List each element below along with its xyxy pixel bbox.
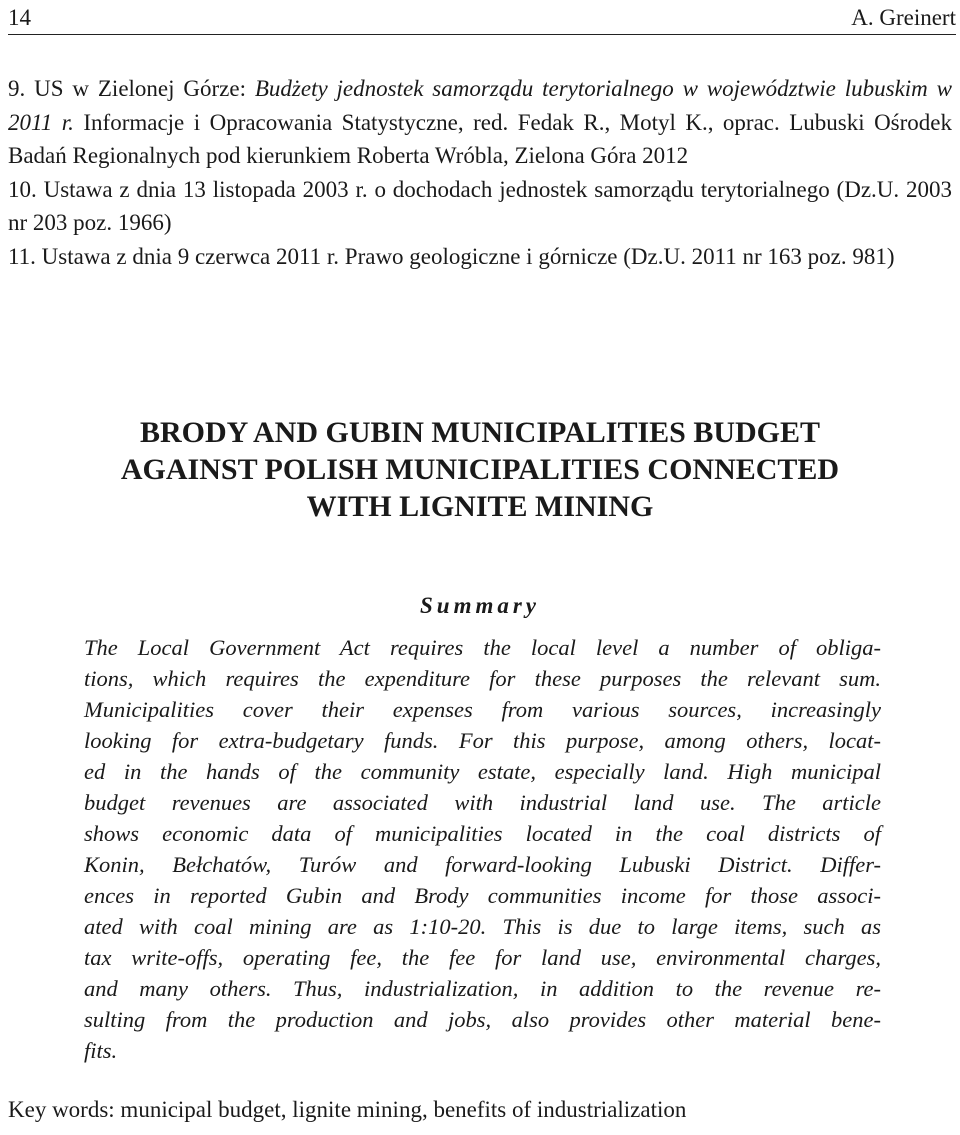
abstract-line: and many others. Thus, industrialization, in addition to the revenue re- (84, 976, 881, 1001)
reference-item (8, 72, 952, 173)
reference-italic-title: Budżety jednostek samorządu terytorialnego w województwie lubuskim w 2011 r. (8, 76, 952, 135)
reference-text: Informacje i Opracowania Statystyczne, red. Fedak R., Motyl K., oprac. Lubuski Ośrodek Badań Regionalnych pod kierunkiem Roberta Wróbla, Zielona Góra 2012 (8, 109, 953, 168)
reference-number: 9. (8, 76, 26, 101)
reference-list (8, 72, 952, 273)
abstract-line: looking for extra-budgetary funds. For this purpose, among others, locat- (84, 728, 881, 753)
abstract-line: Municipalities cover their expenses from various sources, increasingly (84, 697, 881, 722)
reference-number: 11. (8, 243, 36, 269)
article-title-line: BRODY AND GUBIN MUNICIPALITIES BUDGET (139, 416, 821, 449)
summary-heading: Summary (419, 593, 541, 618)
running-header (8, 2, 956, 35)
abstract-line: fits. (84, 1038, 118, 1063)
abstract-line: ences in reported Gubin and Brody communities income for those associ- (84, 883, 881, 908)
abstract-line: sulting from the production and jobs, also provides other material bene- (84, 1007, 881, 1032)
abstract-line: ated with coal mining are as 1:10-20. This is due to large items, such as (84, 914, 881, 939)
running-author: A. Greinert (851, 5, 956, 30)
article-title-line: WITH LIGNITE MINING (306, 490, 654, 523)
abstract (84, 632, 881, 1066)
reference-text: Ustawa z dnia 9 czerwca 2011 r. Prawo geologiczne i górnicze (Dz.U. 2011 nr 163 poz. 981) (41, 243, 895, 269)
abstract-line: tax write-offs, operating fee, the fee for land use, environmental charges, (84, 945, 881, 970)
abstract-line: Konin, Bełchatów, Turów and forward-looking Lubuski District. Differ- (84, 852, 881, 877)
keywords: Key words: municipal budget, lignite mining, benefits of industrialization (8, 1097, 687, 1122)
abstract-line: shows economic data of municipalities located in the coal districts of (84, 821, 881, 846)
abstract-line: ed in the hands of the community estate, especially land. High municipal (84, 759, 881, 784)
abstract-line: tions, which requires the expenditure for these purposes the relevant sum. (84, 666, 881, 691)
reference-item (8, 240, 952, 274)
reference-text: US w Zielonej Górze: (34, 76, 255, 101)
article-title-line: AGAINST POLISH MUNICIPALITIES CONNECTED (120, 453, 840, 486)
abstract-line: budget revenues are associated with industrial land use. The article (84, 790, 881, 815)
abstract-line: The Local Government Act requires the local level a number of obliga- (84, 635, 881, 660)
page-number: 14 (8, 5, 31, 30)
reference-item (8, 173, 952, 240)
reference-text: Ustawa z dnia 13 listopada 2003 r. o dochodach jednostek samorządu terytorialnego (Dz.U. 2003 nr 203 poz. 1966) (8, 176, 952, 235)
article-title (40, 414, 920, 525)
reference-number: 10. (8, 176, 37, 202)
